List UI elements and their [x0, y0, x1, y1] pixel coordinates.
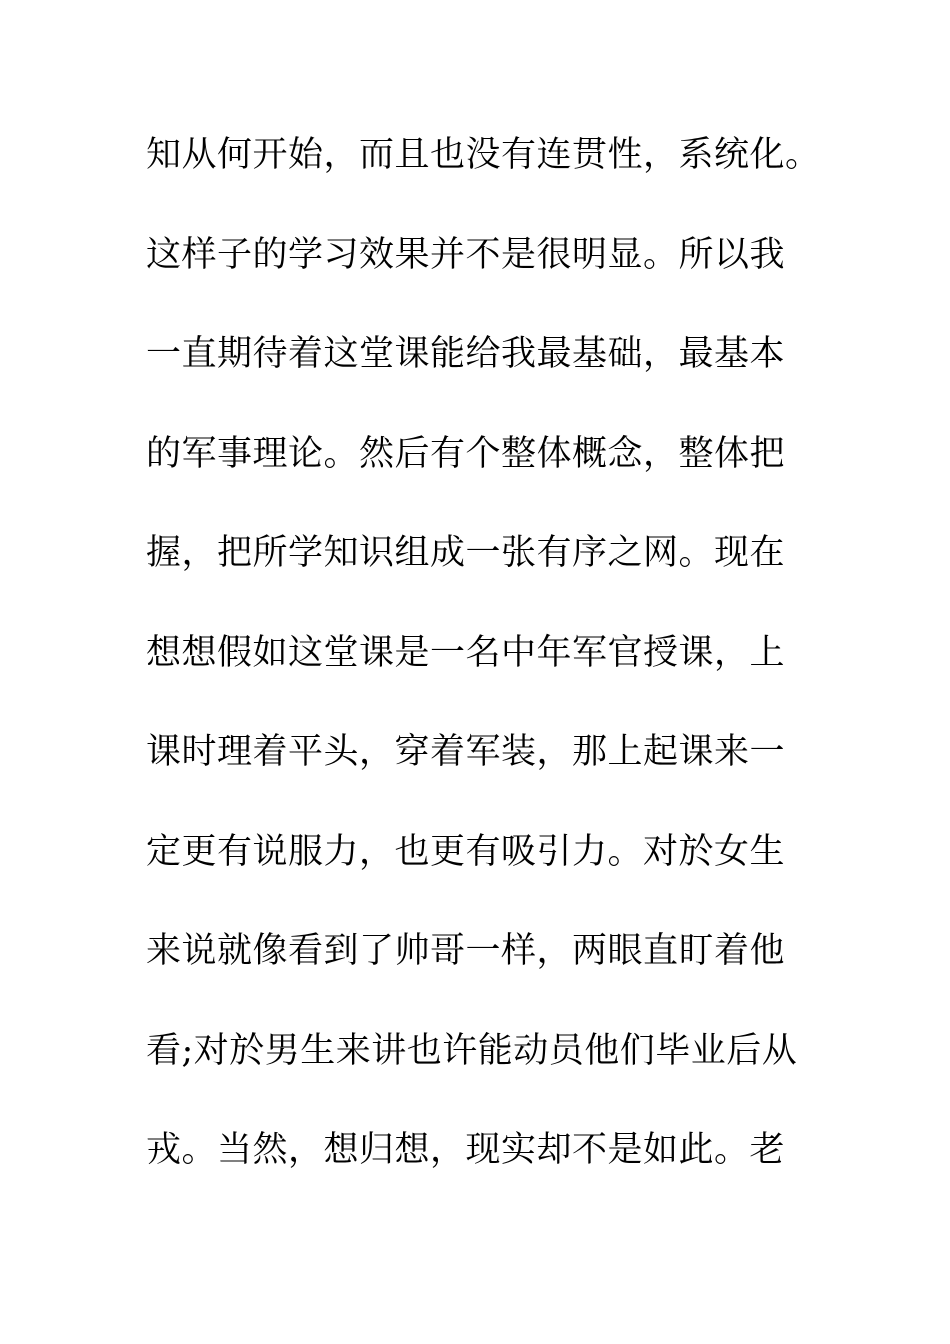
text-line: 知从何开始，而且也没有连贯性，系统化。 [146, 135, 821, 175]
text-line: 课时理着平头，穿着军装，那上起课来一 [146, 732, 786, 772]
text-line: 定更有说服力，也更有吸引力。对於女生 [146, 831, 786, 872]
text-line: 看;对於男生来讲也许能动员他们毕业后从 [146, 1030, 798, 1071]
body-text [146, 125, 826, 1220]
text-line: 的军事理论。然后有个整体概念，整体把 [146, 433, 786, 474]
text-line: 一直期待着这堂课能给我最基础，最基本 [146, 334, 786, 374]
text-line: 这样子的学习效果并不是很明显。所以我 [146, 234, 786, 275]
text-line: 握，把所学知识组成一张有序之网。现在 [146, 533, 786, 573]
text-line: 戎。当然，想归想，现实却不是如此。老 [146, 1130, 786, 1170]
text-line: 来说就像看到了帅哥一样，两眼直盯着他 [146, 931, 786, 971]
text-line: 想想假如这堂课是一名中年军官授课，上 [146, 632, 786, 673]
